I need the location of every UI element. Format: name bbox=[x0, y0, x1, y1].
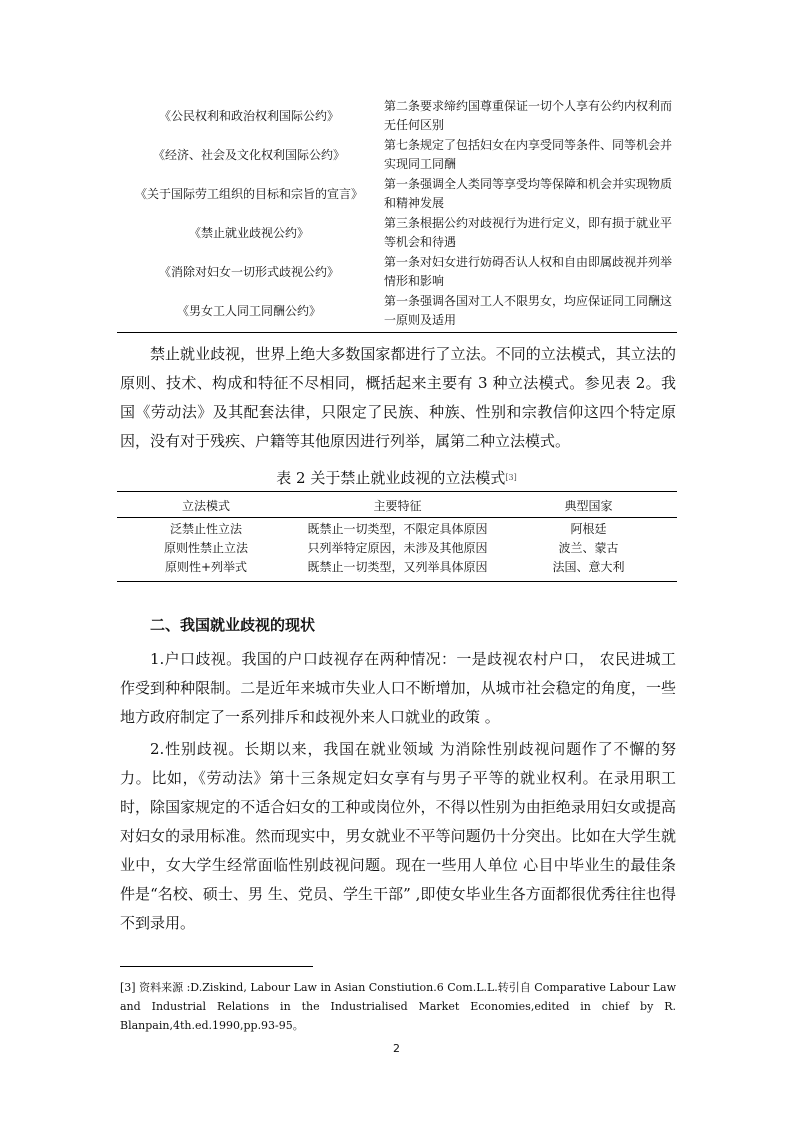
table-header-cell: 典型国家 bbox=[564, 499, 613, 513]
table-row bbox=[117, 213, 677, 252]
table-cell: 阿根廷 bbox=[570, 522, 607, 536]
convention-description: 第二条要求缔约国尊重保证一切个人享有公约内权利而无任何区别 bbox=[384, 98, 673, 132]
page-number: 2 bbox=[393, 1042, 400, 1055]
conventions-table bbox=[117, 96, 677, 330]
table-bottom-rule bbox=[117, 581, 677, 582]
table-header-cell: 主要特征 bbox=[373, 499, 422, 513]
footnote-reference: [3] bbox=[505, 473, 517, 482]
section-heading: 二、我国就业歧视的现状 bbox=[150, 616, 316, 634]
convention-name: 《男女工人同工同酬公约》 bbox=[176, 303, 321, 318]
convention-name: 《关于国际劳工组织的目标和宗旨的宣言》 bbox=[134, 186, 363, 201]
table-header-cell: 立法模式 bbox=[181, 499, 230, 513]
convention-name: 《消除对妇女一切形式歧视公约》 bbox=[158, 264, 339, 279]
table-bottom-rule bbox=[117, 332, 677, 333]
table-row bbox=[117, 291, 677, 330]
convention-description: 第一条强调各国对工人不限男女，均应保证同工同酬这一原则及适用 bbox=[384, 293, 673, 327]
table-caption-text: 表 2 关于禁止就业歧视的立法模式 bbox=[276, 469, 506, 487]
table-top-rule bbox=[117, 491, 677, 492]
table-cell: 原则性禁止立法 bbox=[163, 541, 248, 555]
convention-description: 第一条对妇女进行妨碍否认人权和自由即属歧视并列举情形和影响 bbox=[384, 254, 673, 288]
footnote: [3] 资料来源 :D.Ziskind, Labour Law in Asian Constiution.6 Com.L.L.转引自 Comparative Labour Law and Industrial Relations in the Industrialised Market Economies,edited in chief by R. Blanpain,4th.ed.1990,pp.93-95。 bbox=[120, 981, 676, 1032]
table-header-rule bbox=[117, 517, 677, 518]
table-cell: 泛禁止性立法 bbox=[169, 522, 242, 536]
table-cell: 既禁止一切类型，不限定具体原因 bbox=[307, 522, 488, 536]
table-cell: 法国、意大利 bbox=[552, 560, 625, 574]
table-row bbox=[117, 96, 677, 135]
convention-name: 《公民权利和政治权利国际公约》 bbox=[158, 108, 339, 123]
table-cell: 既禁止一切类型，又列举具体原因 bbox=[307, 560, 488, 574]
table-caption bbox=[0, 468, 793, 488]
table-cell: 波兰、蒙古 bbox=[558, 541, 619, 555]
footnote-separator bbox=[120, 966, 313, 967]
table-header-row bbox=[117, 497, 677, 516]
table-row bbox=[117, 135, 677, 174]
legislation-models-table bbox=[117, 520, 677, 577]
body-paragraph: 1.户口歧视。我国的户口歧视存在两种情况：一是歧视农村户口， 农民进城工作受到种种限制。二是近年来城市失业人口不断增加，从城市社会稳定的角度，一些地方政府制定了一系列排斥和歧视外来人口就业的政策 。 bbox=[120, 650, 676, 726]
table-cell: 原则性+列举式 bbox=[164, 560, 248, 574]
convention-name: 《禁止就业歧视公约》 bbox=[188, 225, 309, 240]
convention-description: 第七条规定了包括妇女在内享受同等条件、同等机会并实现同工同酬 bbox=[384, 137, 673, 171]
body-paragraph: 禁止就业歧视，世界上绝大多数国家都进行了立法。不同的立法模式，其立法的原则、技术、构成和特征不尽相同，概括起来主要有 3 种立法模式。参见表 2。我国《劳动法》及其配套法律，只限定了民族、种族、性别和宗教信仰这四个特定原因，没有对于残疾、户籍等其他原因进行列举，属第二种立法模式。 bbox=[120, 345, 676, 450]
table-row bbox=[117, 252, 677, 291]
table-row bbox=[117, 174, 677, 213]
convention-description: 第三条根据公约对歧视行为进行定义，即有损于就业平等机会和待遇 bbox=[384, 215, 673, 249]
body-paragraph: 2.性别歧视。长期以来，我国在就业领域 为消除性别歧视问题作了不懈的努力。比如，《劳动法》第十三条规定妇女享有与男子平等的就业权利。在录用职工时，除国家规定的不适合妇女的工种或岗位外，不得以性别为由拒绝录用妇女或提高对妇女的录用标准。然而现实中，男女就业不平等问题仍十分突出。比如在大学生就业中，女大学生经常面临性别歧视问题。现在一些用人单位 心目中毕业生的最佳条件是“名校、硕士、男 生、党员、学生干部” ,即使女毕业生各方面都很优秀往往也得不到录用。 bbox=[120, 740, 676, 932]
convention-description: 第一条强调全人类同等享受均等保障和机会并实现物质和精神发展 bbox=[384, 176, 673, 210]
table-cell: 只列举特定原因，未涉及其他原因 bbox=[307, 541, 488, 555]
convention-name: 《经济、社会及文化权利国际公约》 bbox=[152, 147, 345, 162]
